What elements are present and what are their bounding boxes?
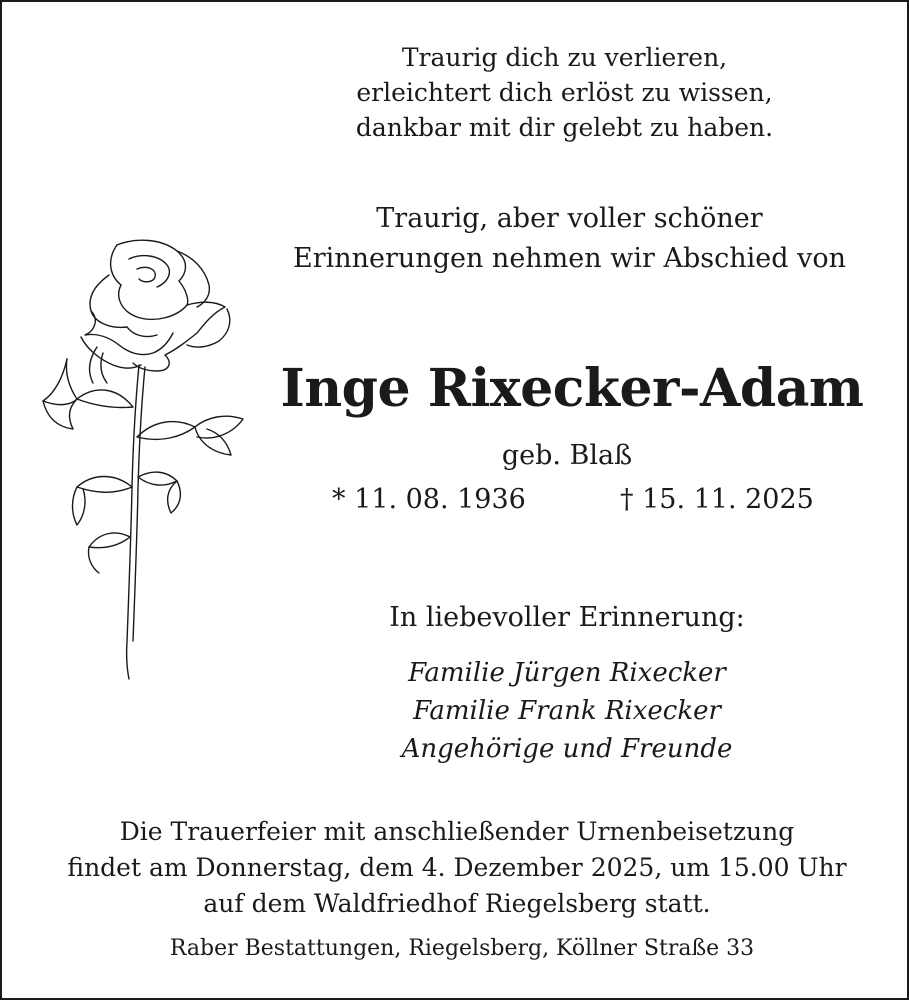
mourners-list bbox=[332, 654, 802, 768]
ceremony-line: findet am Donnerstag, dem 4. Dezember 2025, um 15.00 Uhr bbox=[67, 853, 847, 882]
ceremony-details bbox=[32, 814, 882, 922]
ceremony-line: Die Trauerfeier mit anschließender Urnenbeisetzung bbox=[119, 817, 795, 846]
intro-line: Traurig, aber voller schöner bbox=[376, 203, 763, 234]
poem-line: dankbar mit dir gelebt zu haben. bbox=[355, 113, 774, 142]
deceased-name: Inge Rixecker-Adam bbox=[280, 358, 864, 419]
mourner-entry: Angehörige und Freunde bbox=[401, 734, 733, 764]
intro-line: Erinnerungen nehmen wir Abschied von bbox=[293, 243, 846, 274]
farewell-intro bbox=[267, 199, 872, 279]
poem bbox=[302, 40, 827, 145]
birth-name: geb. Blaß bbox=[501, 440, 633, 471]
birth-date: * 11. 08. 1936 bbox=[332, 484, 526, 515]
mourner-entry: Familie Frank Rixecker bbox=[413, 696, 721, 726]
death-date: † 15. 11. 2025 bbox=[620, 484, 814, 515]
memoriam-heading: In liebevoller Erinnerung: bbox=[389, 602, 745, 633]
rose-icon bbox=[37, 237, 252, 682]
poem-line: erleichtert dich erlöst zu wissen, bbox=[356, 78, 773, 107]
poem-line: Traurig dich zu verlieren, bbox=[401, 43, 728, 72]
ceremony-line: auf dem Waldfriedhof Riegelsberg statt. bbox=[203, 889, 711, 918]
undertaker-info: Raber Bestattungen, Riegelsberg, Köllner Straße 33 bbox=[169, 936, 755, 961]
mourner-entry: Familie Jürgen Rixecker bbox=[408, 658, 726, 688]
